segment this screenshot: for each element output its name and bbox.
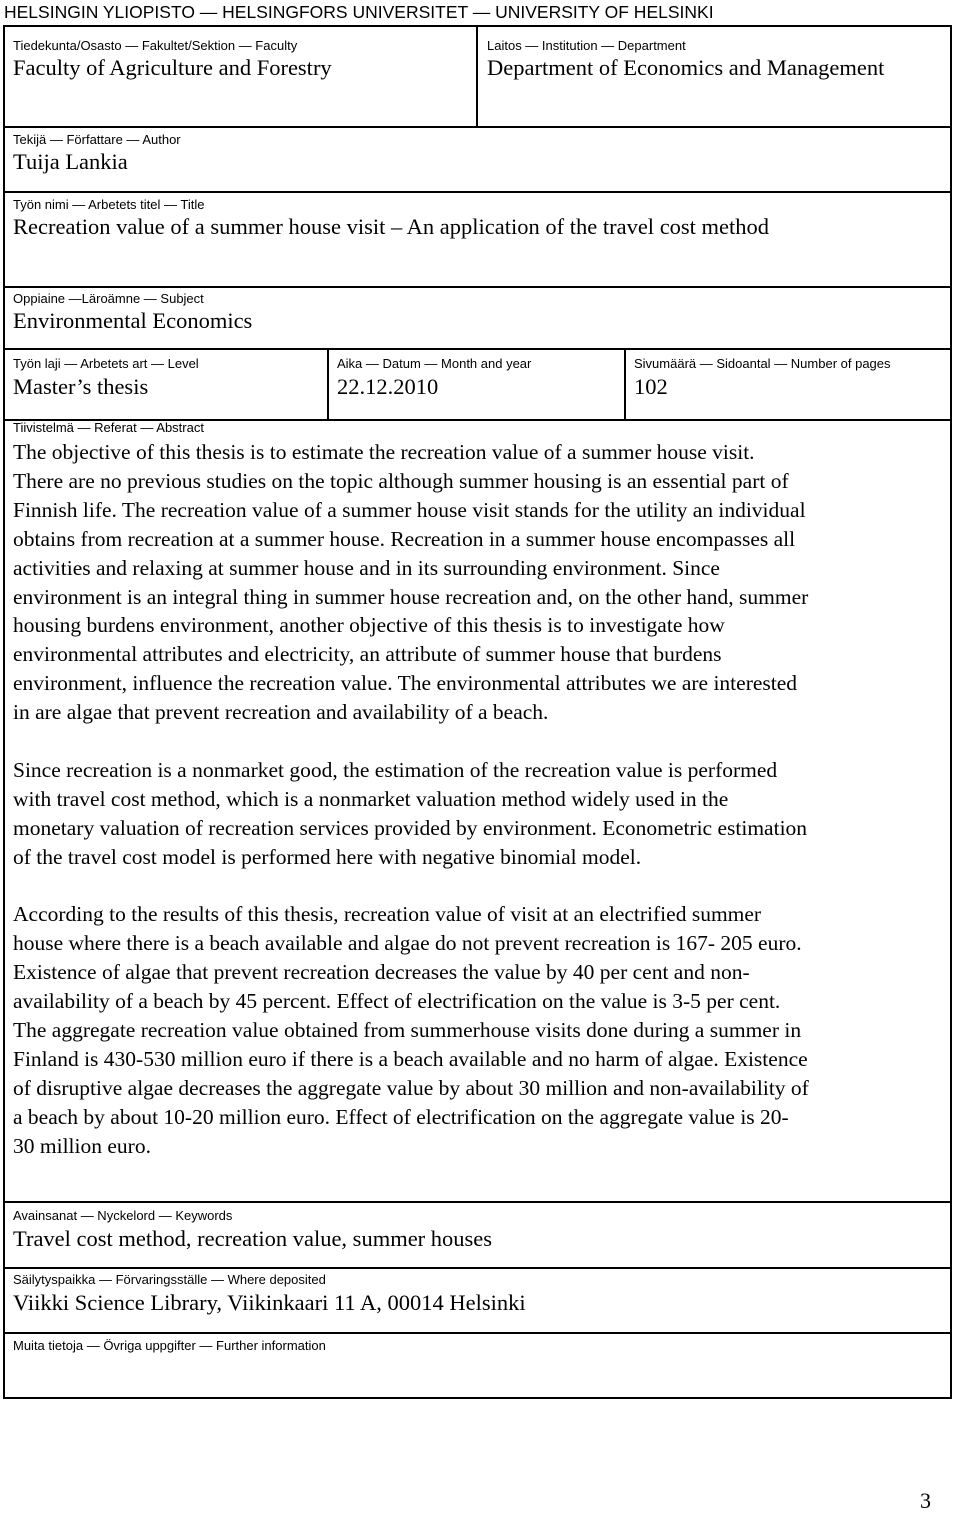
title-label: Työn nimi — Arbetets titel — Title [13, 197, 205, 212]
author-label: Tekijä — Författare — Author [13, 132, 181, 147]
divider-1 [5, 126, 950, 128]
deposited-label: Säilytyspaikka — Förvaringsställe — Where deposited [13, 1272, 326, 1287]
divider-7 [5, 1267, 950, 1269]
author-value: Tuija Lankia [13, 149, 128, 174]
abstract-label: Tiivistelmä — Referat — Abstract [13, 420, 204, 435]
abstract-line: Finnish life. The recreation value of a summer house visit stands for the utility an individual [13, 497, 806, 522]
university-header: HELSINGIN YLIOPISTO — HELSINGFORS UNIVERSITET — UNIVERSITY OF HELSINKI [4, 2, 714, 22]
abstract-line: availability of a beach by 45 percent. Effect of electrification on the value is 3-5 per cent. [13, 989, 781, 1014]
column-divider-faculty [476, 27, 478, 127]
abstract-line: Since recreation is a nonmarket good, the estimation of the recreation value is performed [13, 757, 778, 782]
keywords-label: Avainsanat — Nyckelord — Keywords [13, 1208, 233, 1223]
abstract-line: Existence of algae that prevent recreation decreases the value by 40 per cent and non- [13, 960, 750, 985]
abstract-line: of disruptive algae decreases the aggregate value by about 30 million and non-availability of [13, 1075, 809, 1100]
level-value: Master’s thesis [13, 374, 149, 399]
abstract-line: environmental attributes and electricity, an attribute of summer house that burdens [13, 642, 722, 667]
abstract-line: housing burdens environment, another objective of this thesis is to investigate how [13, 613, 725, 638]
abstract-paragraph-1 [13, 438, 948, 727]
pages-label: Sivumäärä — Sidoantal — Number of pages [634, 356, 891, 371]
deposited-value: Viikki Science Library, Viikinkaari 11 A, 00014 Helsinki [13, 1290, 526, 1315]
column-divider-date [624, 349, 626, 420]
abstract-line: Finland is 430-530 million euro if there is a beach available and no harm of algae. Existence [13, 1047, 808, 1071]
abstract-line: in are algae that prevent recreation and availability of a beach. [13, 700, 549, 725]
faculty-value: Faculty of Agriculture and Forestry [13, 55, 332, 80]
page-number: 3 [920, 1488, 931, 1513]
faculty-label: Tiedekunta/Osasto — Fakultet/Sektion — Faculty [13, 38, 298, 53]
subject-value: Environmental Economics [13, 308, 253, 333]
subject-label: Oppiaine —Läroämne — Subject [13, 291, 204, 306]
divider-2 [5, 191, 950, 193]
abstract-line: obtains from recreation at a summer house. Recreation in a summer house encompasses all [13, 526, 796, 551]
abstract-line: a beach by about 10-20 million euro. Effect of electrification on the aggregate value is 20- [13, 1104, 789, 1129]
abstract-line: environment is an integral thing in summer house recreation and, on the other hand, summer [13, 584, 809, 609]
paragraph-gap [13, 872, 948, 901]
abstract-line: house where there is a beach available and algae do not prevent recreation is 167- 205 euro. [13, 931, 802, 956]
abstract-line: environment, influence the recreation value. The environmental attributes we are interested [13, 671, 798, 696]
abstract-line: with travel cost method, which is a nonmarket valuation method widely used in the [13, 786, 729, 811]
divider-6 [5, 1201, 950, 1203]
abstract-paragraph-3 [13, 900, 948, 1160]
department-value: Department of Economics and Management [487, 55, 885, 80]
title-value: Recreation value of a summer house visit – An application of the travel cost method [13, 214, 770, 239]
further-label: Muita tietoja — Övriga uppgifter — Further information [13, 1338, 326, 1353]
abstract-line: monetary valuation of recreation services provided by environment. Econometric estimation [13, 815, 808, 840]
abstract-line: activities and relaxing at summer house and in its surrounding environment. Since [13, 555, 720, 580]
divider-8 [5, 1332, 950, 1334]
abstract-line: The objective of this thesis is to estimate the recreation value of a summer house visit. [13, 440, 755, 464]
abstract-line: The aggregate recreation value obtained from summerhouse visits done during a summer in [13, 1018, 802, 1043]
abstract-line: 30 million euro. [13, 1133, 151, 1158]
abstract-body [13, 438, 948, 1161]
keywords-value: Travel cost method, recreation value, summer houses [13, 1226, 493, 1251]
divider-4 [5, 348, 950, 350]
abstract-paragraph-2 [13, 756, 948, 872]
level-label: Työn laji — Arbetets art — Level [13, 356, 199, 371]
pages-value: 102 [634, 374, 668, 399]
abstract-line: According to the results of this thesis, recreation value of visit at an electrified summer [13, 902, 762, 927]
abstract-line: There are no previous studies on the topic although summer housing is an essential part of [13, 468, 789, 493]
paragraph-gap [13, 727, 948, 756]
divider-3 [5, 286, 950, 288]
date-label: Aika — Datum — Month and year [337, 356, 532, 371]
abstract-form [3, 25, 952, 1399]
date-value: 22.12.2010 [337, 374, 439, 399]
department-label: Laitos — Institution — Department [487, 38, 686, 53]
column-divider-level [327, 349, 329, 420]
abstract-line: of the travel cost model is performed here with negative binomial model. [13, 844, 642, 869]
